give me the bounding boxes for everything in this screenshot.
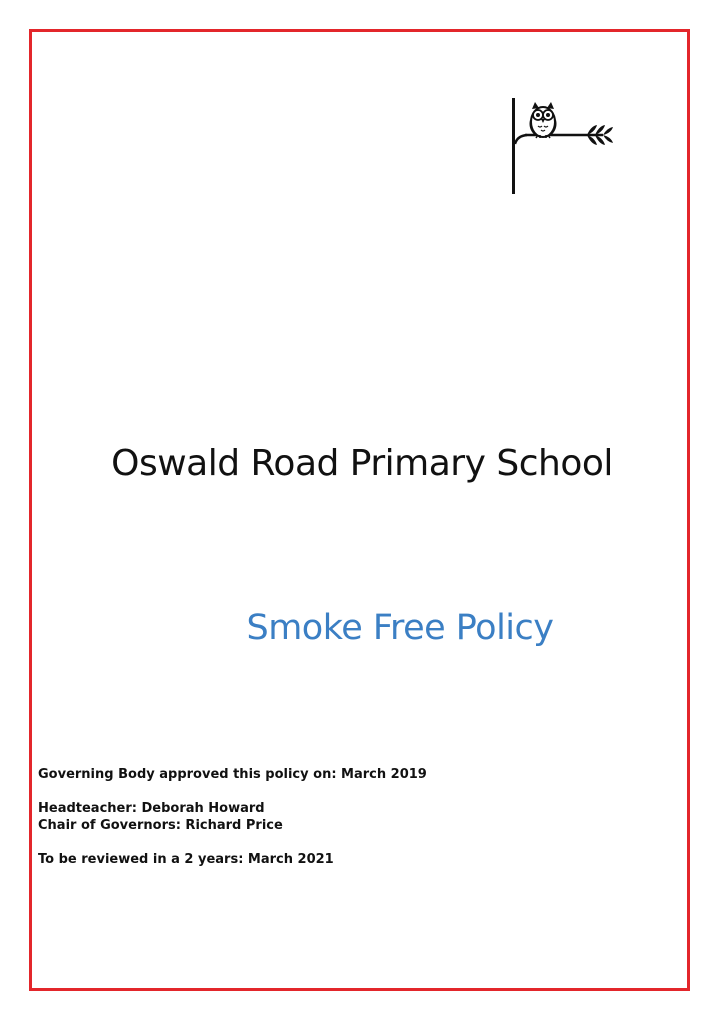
spacer [38,783,427,800]
policy-details [38,766,427,868]
owl-on-branch-icon [505,96,620,198]
policy-title: Smoke Free Policy [246,608,554,648]
school-name: Oswald Road Primary School [111,443,613,484]
chair-line: Chair of Governors: Richard Price [38,818,283,833]
spacer [38,834,427,851]
review-line: To be reviewed in a 2 years: March 2021 [38,852,334,867]
headteacher-line: Headteacher: Deborah Howard [38,801,265,816]
approval-line: Governing Body approved this policy on: March 2019 [38,767,427,782]
